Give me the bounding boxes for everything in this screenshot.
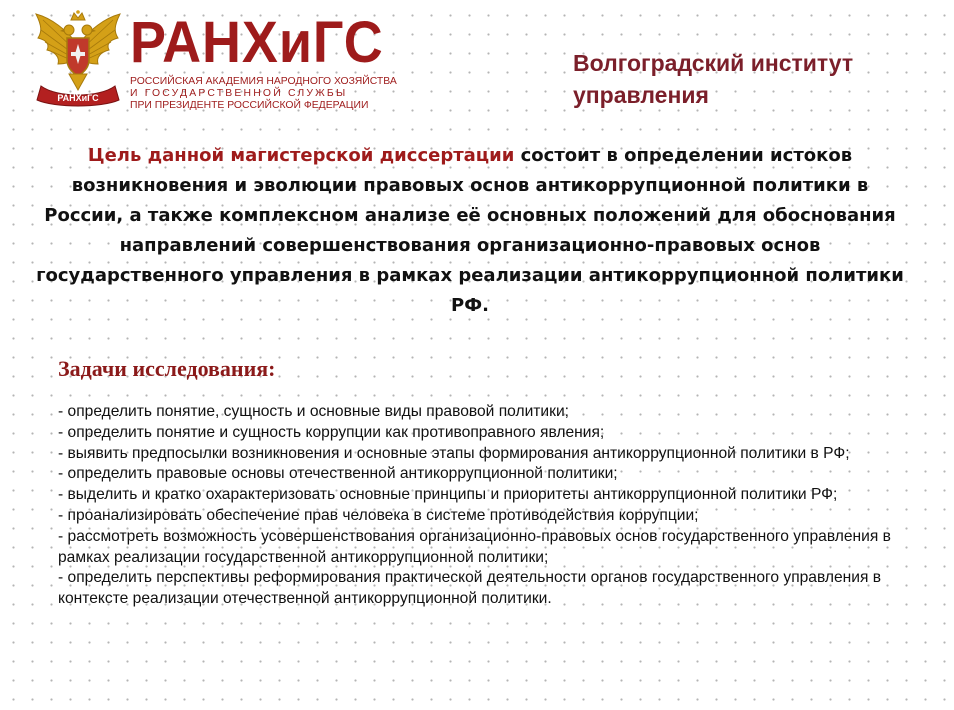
svg-text:РАНХиГС: РАНХиГС: [57, 93, 99, 103]
task-item: - выделить и кратко охарактеризовать основные принципы и приоритеты антикоррупционной политики РФ;: [58, 486, 838, 504]
task-item: - выявить предпосылки возникновения и основные этапы формирования антикоррупционной политики в РФ;: [58, 444, 850, 462]
dissertation-goal-paragraph: [30, 141, 910, 321]
tasks-heading: Задачи исследования:: [58, 356, 276, 381]
task-item: - определить перспективы реформирования практической деятельности органов государственного управления в контексте реализации отечественной антикоррупционной политики.: [58, 569, 882, 608]
double-headed-eagle-emblem-icon: [33, 8, 123, 110]
goal-text: состоит в определении истоков возникновения и эволюции правовых основ антикоррупционной политики в России, а также комплексном анализе её основных положений для обоснования направлений совершенствования организационно-правовых основ государственного управления в рамках реализации антикоррупционной политики РФ.: [36, 145, 904, 316]
brand-subtitle-line: РОССИЙСКАЯ АКАДЕМИЯ НАРОДНОГО ХОЗЯЙСТВА: [130, 76, 397, 87]
tasks-list: [58, 402, 928, 610]
task-item: - определить понятие, сущность и основные виды правовой политики;: [58, 403, 570, 420]
institute-title: [573, 47, 903, 111]
brand-name: РАНХиГС: [130, 10, 384, 75]
task-item: - определить правовые основы отечественной антикоррупционной политики;: [58, 465, 618, 483]
task-item: - рассмотреть возможность усовершенствования организационно-правовых основ государственного управления в рамках реализации государственной антикоррупционной политики;: [58, 527, 891, 566]
brand-logo: [130, 10, 397, 112]
brand-subtitle: [130, 76, 397, 112]
brand-subtitle-line: И ГОСУДАРСТВЕННОЙ СЛУЖБЫ: [130, 88, 348, 99]
institute-title-line: управления: [573, 82, 709, 108]
goal-lead: Цель данной магистерской диссертации: [87, 145, 515, 166]
task-item: - определить понятие и сущность коррупции как противоправного явления;: [58, 423, 605, 441]
institute-title-line: Волгоградский институт: [573, 50, 854, 76]
brand-subtitle-line: ПРИ ПРЕЗИДЕНТЕ РОССИЙСКОЙ ФЕДЕРАЦИИ: [130, 100, 369, 111]
task-item: - проанализировать обеспечение прав человека в системе противодействия коррупции;: [58, 506, 699, 524]
